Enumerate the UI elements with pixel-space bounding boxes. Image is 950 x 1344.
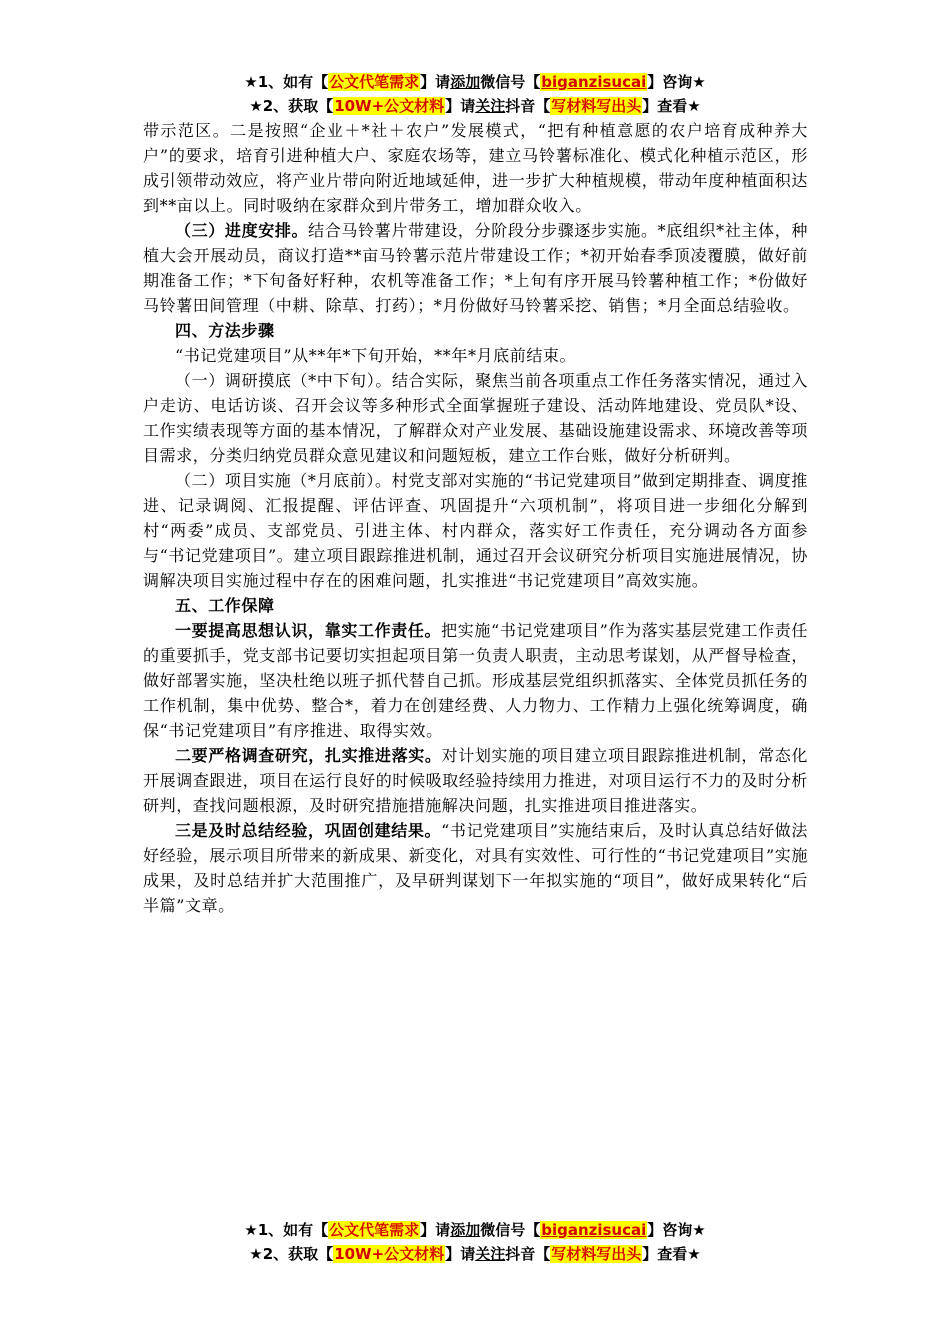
paragraph-guarantee-3: 三是及时总结经验，巩固创建结果。“书记党建项目”实施结束后，及时认真总结好做法好经验，展示项目所带来的新成果、新变化，对具有实效性、可行性的“书记党建项目”实施成果，及时总结并扩大范围推广，及早研判谋划下一年拟实施的“项目”，做好成果转化“后半篇”文章。 (143, 821, 808, 915)
banner-line-1: ★1、如有【公文代笔需求】请添加微信号【biganzisucai】咨询★ (244, 1221, 706, 1239)
highlight-materials: 10W+公文材料 (334, 97, 445, 115)
highlight-service: 公文代笔需求 (329, 73, 420, 91)
paragraph-schedule: （三）进度安排。结合马铃薯片带建设，分阶段分步骤逐步实施。*底组织*社主体，种植大会开展动员，商议打造**亩马铃薯示范片带建设工作；*初开始春季顶凌覆膜，做好前期准备工作；*下旬备好籽种，农机等准备工作；*上旬有序开展马铃薯种植工作；*份做好马铃薯田间管理（中耕、除草、打药）；*月份做好马铃薯采挖、销售；*月全面总结验收。 (143, 221, 808, 315)
banner-line-2: ★2、获取【10W+公文材料】请关注抖音【写材料写出头】查看★ (249, 97, 701, 115)
paragraph-guarantee-2: 二要严格调查研究，扎实推进落实。对计划实施的项目建立项目跟踪推进机制，常态化开展调查跟进，项目在运行良好的时候吸取经验持续用力推进，对项目运行不力的及时分析研判，查找问题根源，及时研究措施措施解决问题，扎实推进项目推进落实。 (143, 746, 808, 815)
wechat-id: biganzisucai (541, 1221, 647, 1239)
highlight-materials: 10W+公文材料 (334, 1245, 445, 1263)
document-body (143, 118, 808, 918)
section-heading: 五、工作保障 (175, 596, 275, 615)
footer-banner (0, 1218, 950, 1266)
paragraph: 带示范区。二是按照“企业＋*社＋农户”发展模式，“把有种植意愿的农户培育成种养大户”的要求，培育引进种植大户、家庭农场等，建立马铃薯标准化、模式化种植示范区，形成引领带动效应，将产业片带向附近地域延伸，进一步扩大种植规模，带动年度种植面积达到**亩以上。同时吸纳在家群众到片带务工，增加群众收入。 (143, 121, 808, 215)
wechat-id: biganzisucai (541, 73, 647, 91)
banner-line-1: ★1、如有【公文代笔需求】请添加微信号【biganzisucai】咨询★ (244, 73, 706, 91)
section-heading: 四、方法步骤 (175, 321, 275, 340)
douyin-id: 写材料写出头 (551, 97, 642, 115)
highlight-service: 公文代笔需求 (329, 1221, 420, 1239)
header-banner (0, 70, 950, 118)
douyin-id: 写材料写出头 (551, 1245, 642, 1263)
banner-line-2: ★2、获取【10W+公文材料】请关注抖音【写材料写出头】查看★ (249, 1245, 701, 1263)
paragraph: “书记党建项目”从**年*下旬开始，**年*月底前结束。 (175, 346, 577, 365)
paragraph: （二）项目实施（*月底前）。村党支部对实施的“书记党建项目”做到定期排查、调度推进、记录调阅、汇报提醒、评估评查、巩固提升“六项机制”，将项目进一步细化分解到村“两委”成员、支部党员、引进主体、村内群众，落实好工作责任，充分调动各方面参与“书记党建项目”。建立项目跟踪推进机制，通过召开会议研究分析项目实施进展情况，协调解决项目实施过程中存在的困难问题，扎实推进“书记党建项目”高效实施。 (143, 471, 808, 590)
paragraph: （一）调研摸底（*中下旬）。结合实际，聚焦当前各项重点工作任务落实情况，通过入户走访、电话访谈、召开会议等多种形式全面掌握班子建设、活动阵地建设、党员队*设、工作实绩表现等方面的基本情况，了解群众对产业发展、基础设施建设需求、环境改善等项目需求，分类归纳党员群众意见建议和问题短板，建立工作台账，做好分析研判。 (143, 371, 808, 465)
paragraph-guarantee-1: 一要提高思想认识，靠实工作责任。把实施“书记党建项目”作为落实基层党建工作责任的重要抓手，党支部书记要切实担起项目第一负责人职责，主动思考谋划，从严督导检查，做好部署实施，坚决杜绝以班子抓代替自己抓。形成基层党组织抓落实、全体党员抓任务的工作机制，集中优势、整合*，着力在创建经费、人力物力、工作精力上强化统筹调度，确保“书记党建项目”有序推进、取得实效。 (143, 621, 808, 740)
